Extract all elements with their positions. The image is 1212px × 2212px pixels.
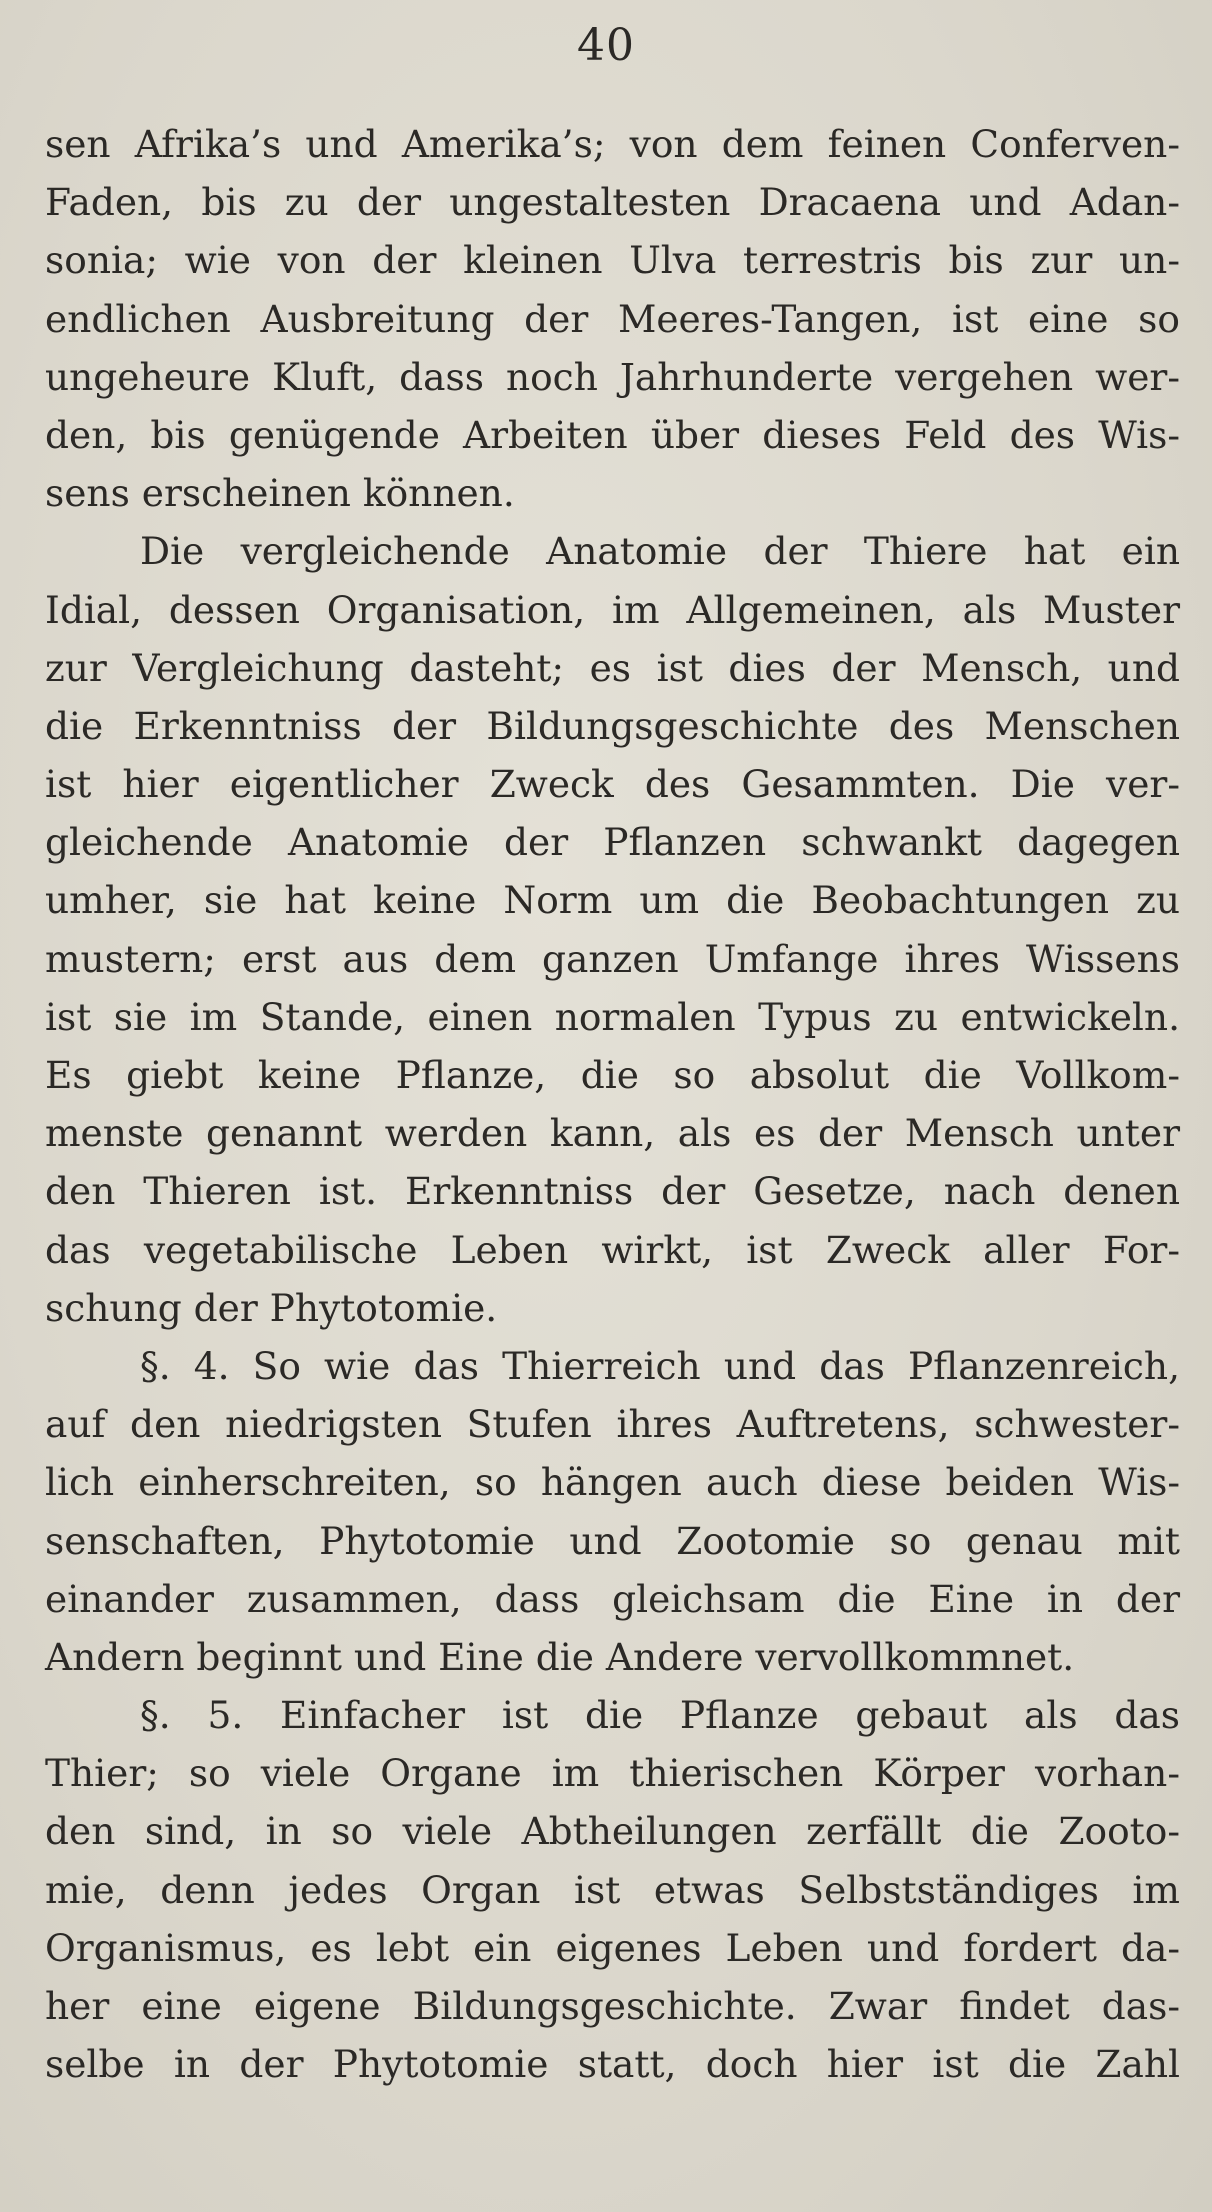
text-line: lich einherschreiten, so hängen auch diese beiden Wis- [45,1460,1180,1505]
text-line: Thier; so viele Organe im thierischen Körper vorhan- [45,1751,1180,1796]
text-line: senschaften, Phytotomie und Zootomie so genau mit [45,1518,1180,1563]
text-line: sen Afrika’s und Amerika’s; von dem feinen Conferven- [45,122,1180,166]
text-line: ist sie im Stande, einen normalen Typus zu entwickeln. [45,994,1180,1039]
text-line: sens erscheinen können. [45,471,515,516]
text-line: her eine eigene Bildungsgeschichte. Zwar findet das- [45,1984,1180,2028]
text-line: schung der Phytotomie. [45,1285,498,1330]
text-line: gleichende Anatomie der Pflanzen schwankt dagegen [45,820,1180,865]
text-line: den, bis genügende Arbeiten über dieses Feld des Wis- [45,412,1180,457]
text-line: den Thieren ist. Erkenntniss der Gesetze, nach denen [45,1169,1180,1214]
text-line: mie, denn jedes Organ ist etwas Selbstständiges im [45,1867,1180,1912]
text-line: sonia; wie von der kleinen Ulva terrestris bis zur un- [45,238,1180,283]
body-text [45,115,1180,2093]
text-line: einander zusammen, dass gleichsam die Eine in der [45,1576,1180,1621]
text-line: Andern beginnt und Eine die Andere vervollkommnet. [45,1634,1075,1679]
page-number: 40 [577,20,635,71]
text-line: Es giebt keine Pflanze, die so absolut die Vollkom- [45,1053,1180,1097]
text-line: ungeheure Kluft, dass noch Jahrhunderte vergehen wer- [45,354,1180,399]
text-line: das vegetabilische Leben wirkt, ist Zweck aller For- [45,1227,1180,1272]
text-line: mustern; erst aus dem ganzen Umfange ihres Wissens [45,936,1180,981]
text-line: den sind, in so viele Abtheilungen zerfällt die Zooto- [45,1809,1180,1854]
text-line: endlichen Ausbreitung der Meeres-Tangen, ist eine so [45,296,1180,341]
text-line: Die vergleichende Anatomie der Thiere hat ein [140,529,1180,574]
text-line: Faden, bis zu der ungestaltesten Dracaena und Adan- [45,180,1180,225]
text-line: zur Vergleichung dasteht; es ist dies der Mensch, und [45,645,1180,690]
text-line: selbe in der Phytotomie statt, doch hier ist die Zahl [45,2042,1180,2087]
text-line: auf den niedrigsten Stufen ihres Auftretens, schwester- [45,1402,1180,1447]
text-line: umher, sie hat keine Norm um die Beobachtungen zu [45,878,1180,923]
text-line: Organismus, es lebt ein eigenes Leben und fordert da- [45,1925,1180,1970]
text-line: §. 4. So wie das Thierreich und das Pflanzenreich, [140,1343,1180,1388]
text-line: ist hier eigentlicher Zweck des Gesammten. Die ver- [45,762,1180,807]
text-line: die Erkenntniss der Bildungsgeschichte des Menschen [45,703,1180,748]
text-line: Idial, dessen Organisation, im Allgemeinen, als Muster [45,587,1180,632]
text-line: menste genannt werden kann, als es der Mensch unter [45,1111,1180,1156]
text-line: §. 5. Einfacher ist die Pflanze gebaut als das [140,1693,1180,1738]
